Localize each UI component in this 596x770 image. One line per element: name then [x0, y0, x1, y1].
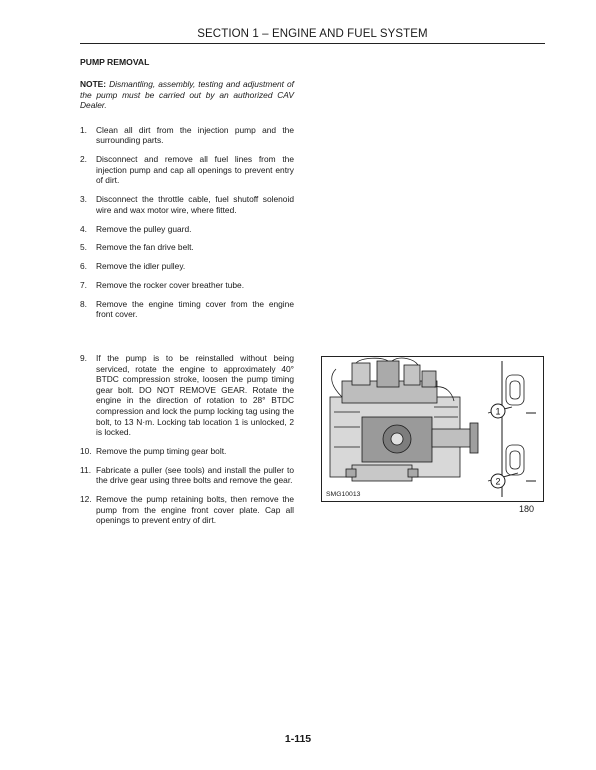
pump-illustration	[322, 357, 543, 501]
step-number: 12.	[80, 494, 92, 505]
step-text: Remove the idler pulley.	[96, 261, 186, 272]
step-text: Remove the fan drive belt.	[96, 242, 194, 253]
step-5	[80, 242, 294, 253]
step-number: 8.	[80, 298, 87, 309]
step-2	[80, 154, 294, 186]
step-7	[80, 280, 294, 291]
step-number: 2.	[80, 154, 87, 165]
step-number: 1.	[80, 124, 87, 135]
steps-list-upper	[80, 125, 294, 320]
section-header: SECTION 1 – ENGINE AND FUEL SYSTEM	[80, 28, 545, 44]
step-text: Clean all dirt from the injection pump and the surrounding parts.	[96, 124, 294, 146]
step-text: Remove the pump retaining bolts, then remove the pump from the engine front cover plate. Cap all openings to prevent entry of dirt.	[96, 494, 294, 526]
step-text: Disconnect and remove all fuel lines from the injection pump and cap all openings to prevent entry of dirt.	[96, 154, 294, 186]
step-text: Fabricate a puller (see tools) and install the puller to the drive gear using three bolts and remove the gear.	[96, 464, 294, 486]
note	[80, 79, 294, 111]
callout-2: 2	[495, 476, 501, 487]
step-text: Remove the pump timing gear bolt.	[96, 445, 227, 456]
step-number: 5.	[80, 242, 87, 253]
callout-1: 1	[495, 406, 501, 417]
step-number: 9.	[80, 353, 87, 363]
step-3	[80, 194, 294, 215]
step-10	[80, 446, 294, 457]
step-number: 4.	[80, 223, 87, 234]
step-12	[80, 494, 294, 526]
step-text: If the pump is to be reinstalled without being serviced, rotate the engine to approximately 40° BTDC compression stroke, loosen the pump timing gear bolt. DO NOT REMOVE GEAR. Rotate the engine in the direction of rotation to 28° BTDC compression and lock the pump locking tag using the bolt, to 13 N·m. Locking tab location 1 is unlocked, 2 is locked.	[96, 353, 294, 438]
step-text: Remove the rocker cover breather tube.	[96, 279, 245, 290]
upper-content	[80, 57, 294, 328]
note-label: NOTE:	[80, 79, 107, 89]
step-number: 3.	[80, 194, 87, 205]
step-text: Remove the pulley guard.	[96, 223, 192, 234]
figure-code: SMG10013	[326, 491, 361, 498]
step-number: 10.	[80, 445, 92, 456]
step-11	[80, 465, 294, 486]
step-number: 6.	[80, 261, 87, 272]
step-number: 11.	[80, 464, 92, 475]
step-8	[80, 299, 294, 320]
step-text: Disconnect the throttle cable, fuel shutoff solenoid wire and wax motor wire, where fitted.	[96, 194, 294, 215]
step-9	[80, 353, 294, 438]
step-4	[80, 224, 294, 235]
step-number: 7.	[80, 279, 87, 290]
step-6	[80, 261, 294, 272]
step-1	[80, 125, 294, 146]
page-number: 1-115	[284, 733, 312, 745]
figure-number: 180	[519, 504, 535, 514]
section-heading: PUMP REMOVAL	[80, 57, 150, 67]
steps-list-lower	[80, 353, 294, 534]
step-text: Remove the engine timing cover from the engine front cover.	[96, 298, 294, 320]
note-text: Dismantling, assembly, testing and adjustment of the pump must be carried out by an authorized CAV Dealer.	[80, 79, 294, 111]
pump-figure	[321, 356, 544, 502]
